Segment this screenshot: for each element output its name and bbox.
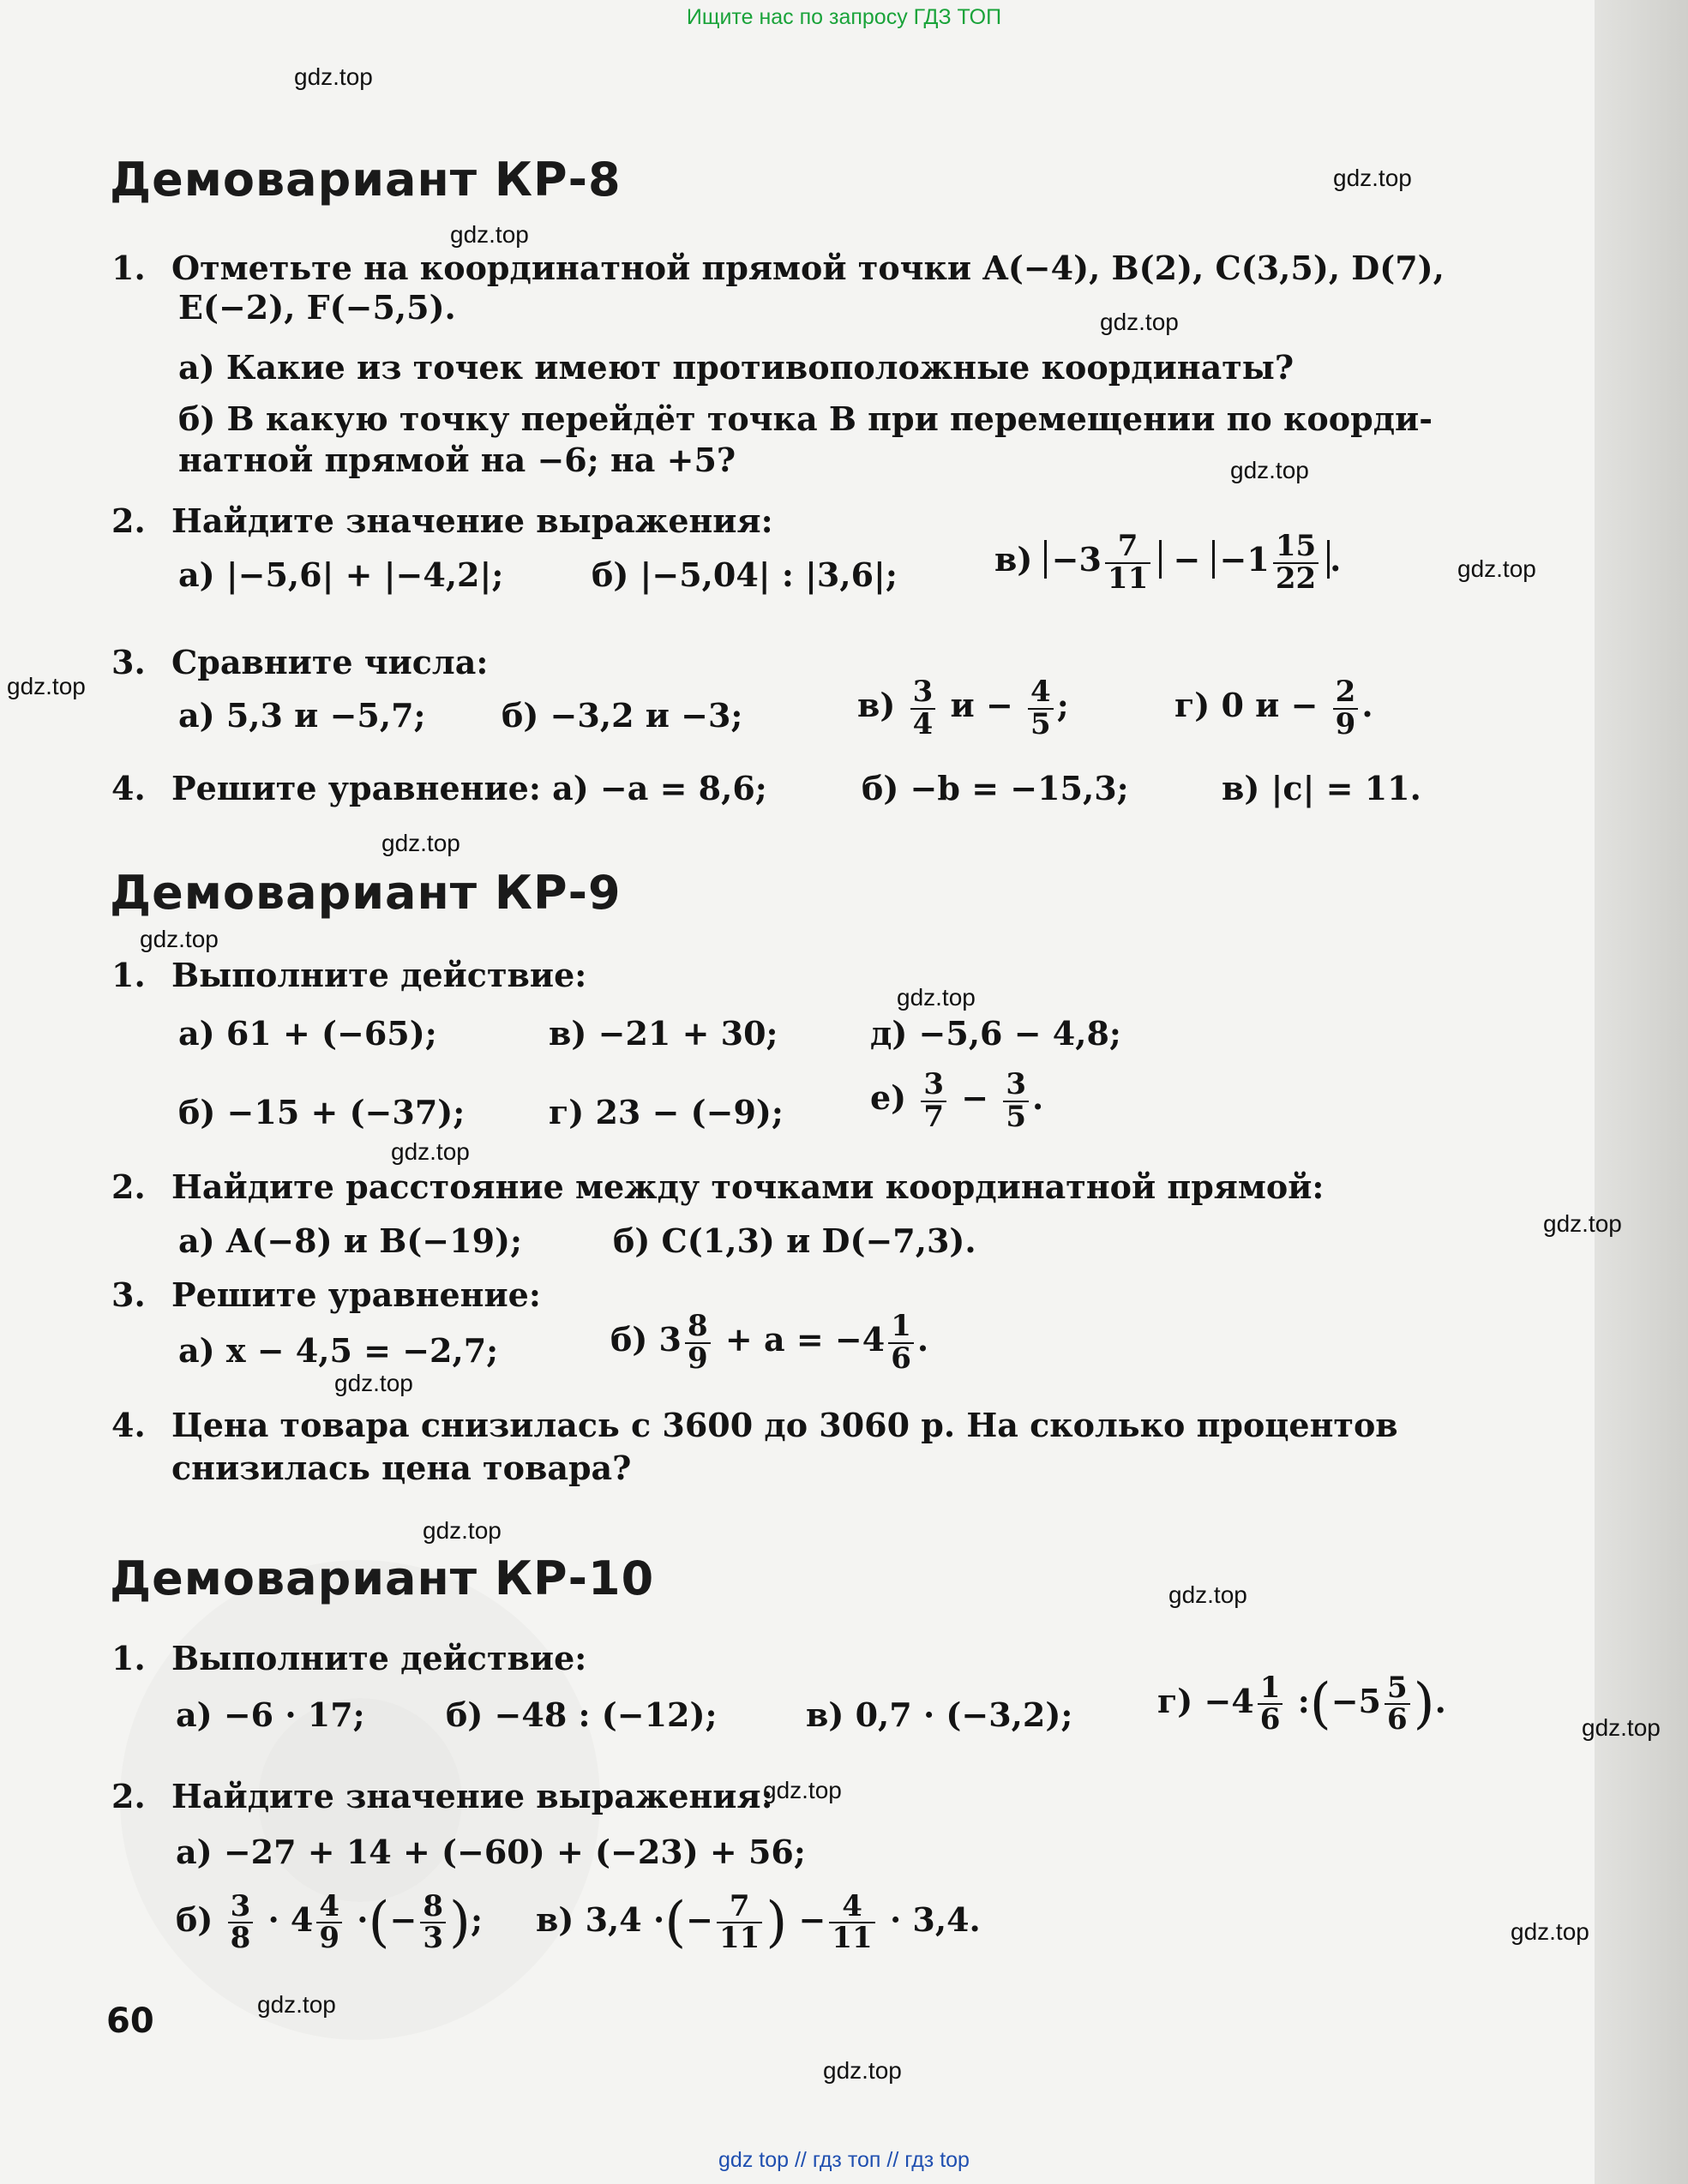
fraction: $\frac{2}{9}$ (1333, 677, 1359, 740)
watermark: gdz.top (1100, 309, 1179, 335)
fraction: $\frac{1}{6}$ (888, 1311, 914, 1374)
question-1-kr10-v: в) 0,7 · (−3,2); (806, 1695, 1073, 1734)
watermark: gdz.top (1168, 1581, 1247, 1608)
watermark: gdz.top (1543, 1210, 1622, 1237)
watermark: gdz.top (1457, 555, 1536, 582)
watermark: gdz.top (257, 1991, 336, 2018)
question-2-kr9: 2. Найдите расстояние между точками координатной прямой: (111, 1167, 1325, 1206)
fraction: $\frac{5}{6}$ (1385, 1673, 1410, 1736)
question-2-kr10-b: б) $\frac{3}{8}$ · 4 $\frac{4}{9}$ ·(− $\frac{8}{3}$ ); (176, 1888, 483, 1956)
section-title-kr8: Демовариант КР-8 (110, 153, 622, 207)
watermark: gdz.top (140, 926, 219, 952)
question-2-kr8-a: а) |−5,6| + |−4,2|; (178, 555, 504, 594)
top-banner[interactable]: Ищите нас по запросу ГДЗ ТОП (686, 5, 1002, 29)
question-4-kr8-b: б) −b = −15,3; (862, 769, 1129, 807)
watermark: gdz.top (1511, 1918, 1589, 1945)
question-2-kr8: 2. Найдите значение выражения: (111, 501, 773, 540)
question-3-kr8-b: б) −3,2 и −3; (502, 696, 743, 735)
watermark: gdz.top (423, 1517, 502, 1544)
section-title-kr9: Демовариант КР-9 (110, 866, 622, 920)
question-1-kr10-a: а) −6 · 17; (176, 1695, 365, 1734)
question-1-kr8-b-line2: натной прямой на −6; на +5? (178, 441, 736, 479)
question-3-kr9-a: а) x − 4,5 = −2,7; (178, 1331, 499, 1370)
question-4-kr9: 4. Цена товара снизилась с 3600 до 3060 р. На сколько процентов (111, 1406, 1398, 1444)
question-1-kr9: 1. Выполните действие: (111, 956, 587, 994)
question-2-kr8-b: б) |−5,04| : |3,6|; (592, 555, 898, 594)
question-1-kr8-b: б) В какую точку перейдёт точка B при перемещении по коорди- (178, 399, 1433, 438)
fraction: $\frac{7}{11}$ (1105, 531, 1150, 594)
watermark: gdz.top (897, 984, 976, 1011)
watermark: gdz.top (294, 63, 373, 90)
question-1-kr8: 1. Отметьте на координатной прямой точки A(−4), B(2), C(3,5), D(7), (111, 249, 1445, 287)
question-1-kr9-d: д) −5,6 − 4,8; (870, 1014, 1121, 1053)
question-2-kr10: 2. Найдите значение выражения: (111, 1777, 773, 1815)
watermark: gdz.top (1333, 165, 1412, 191)
watermark: gdz.top (763, 1777, 842, 1803)
question-4-kr9-line2: снизилась цена товара? (171, 1449, 632, 1487)
fraction: $\frac{3}{4}$ (910, 677, 936, 740)
question-3-kr8-d: г) 0 и − $\frac{2}{9}$ . (1174, 675, 1373, 741)
question-3-kr8-a: а) 5,3 и −5,7; (178, 696, 426, 735)
fraction: $\frac{4}{5}$ (1028, 677, 1054, 740)
question-1-kr9-g: г) 23 − (−9); (549, 1093, 784, 1131)
fraction: $\frac{4}{11}$ (829, 1892, 874, 1954)
question-1-kr9-b: б) −15 + (−37); (178, 1093, 466, 1131)
fraction: $\frac{3}{5}$ (1003, 1070, 1029, 1132)
watermark: gdz.top (381, 830, 460, 856)
fraction: $\frac{15}{22}$ (1273, 531, 1319, 594)
fraction: $\frac{1}{6}$ (1258, 1673, 1283, 1736)
watermark: gdz.top (7, 673, 86, 699)
fraction: $\frac{3}{8}$ (228, 1892, 254, 1954)
question-1-kr8-a: а) Какие из точек имеют противоположные координаты? (178, 348, 1295, 387)
question-3-kr9: 3. Решите уравнение: (111, 1275, 541, 1314)
page-edge-shadow (1595, 0, 1688, 2184)
question-1-kr10-b: б) −48 : (−12); (446, 1695, 718, 1734)
question-2-kr10-v: в) 3,4 ·(− $\frac{7}{11}$ ) − $\frac{4}{11}$ · 3,4. (536, 1888, 981, 1956)
question-2-kr9-a: а) A(−8) и B(−19); (178, 1221, 523, 1260)
question-1-kr10-g: г) −4 $\frac{1}{6}$ :(−5 $\frac{5}{6}$ ). (1157, 1670, 1446, 1737)
question-4-kr8-c: в) |c| = 11. (1222, 769, 1421, 807)
fraction: $\frac{7}{11}$ (717, 1892, 762, 1954)
question-1-kr9-e: е) $\frac{3}{7}$ − $\frac{3}{5}$ . (870, 1067, 1044, 1134)
question-1-kr8-line2: E(−2), F(−5,5). (178, 288, 456, 327)
bottom-banner[interactable]: gdz top // гдз топ // гдз top (718, 2148, 970, 2172)
page-number: 60 (106, 2001, 154, 2041)
watermark: gdz.top (823, 2057, 902, 2084)
question-3-kr8: 3. Сравните числа: (111, 643, 489, 681)
fraction: $\frac{8}{3}$ (420, 1892, 446, 1954)
fraction: $\frac{4}{9}$ (316, 1892, 342, 1954)
fraction: $\frac{3}{7}$ (921, 1070, 946, 1132)
question-4-kr8: 4. Решите уравнение: а) −a = 8,6; (111, 769, 767, 807)
question-2-kr8-c: в) −3 $\frac{7}{11}$ − −1 $\frac{15}{22}$ . (994, 529, 1342, 596)
watermark: gdz.top (334, 1370, 413, 1396)
question-3-kr9-b: б) 3 $\frac{8}{9}$ + a = −4 $\frac{1}{6}$ . (610, 1309, 929, 1376)
question-1-kr9-a: а) 61 + (−65); (178, 1014, 437, 1053)
fraction: $\frac{8}{9}$ (685, 1311, 711, 1374)
watermark: gdz.top (1582, 1714, 1661, 1741)
section-title-kr10: Демовариант КР-10 (110, 1551, 655, 1605)
question-2-kr10-a: а) −27 + 14 + (−60) + (−23) + 56; (176, 1833, 806, 1871)
question-1-kr9-v: в) −21 + 30; (549, 1014, 778, 1053)
watermark: gdz.top (391, 1138, 470, 1165)
question-2-kr9-b: б) C(1,3) и D(−7,3). (613, 1221, 976, 1260)
watermark: gdz.top (450, 221, 529, 248)
question-3-kr8-c: в) $\frac{3}{4}$ и − $\frac{4}{5}$ ; (857, 675, 1069, 741)
question-1-kr10: 1. Выполните действие: (111, 1639, 587, 1677)
watermark: gdz.top (1230, 457, 1309, 483)
